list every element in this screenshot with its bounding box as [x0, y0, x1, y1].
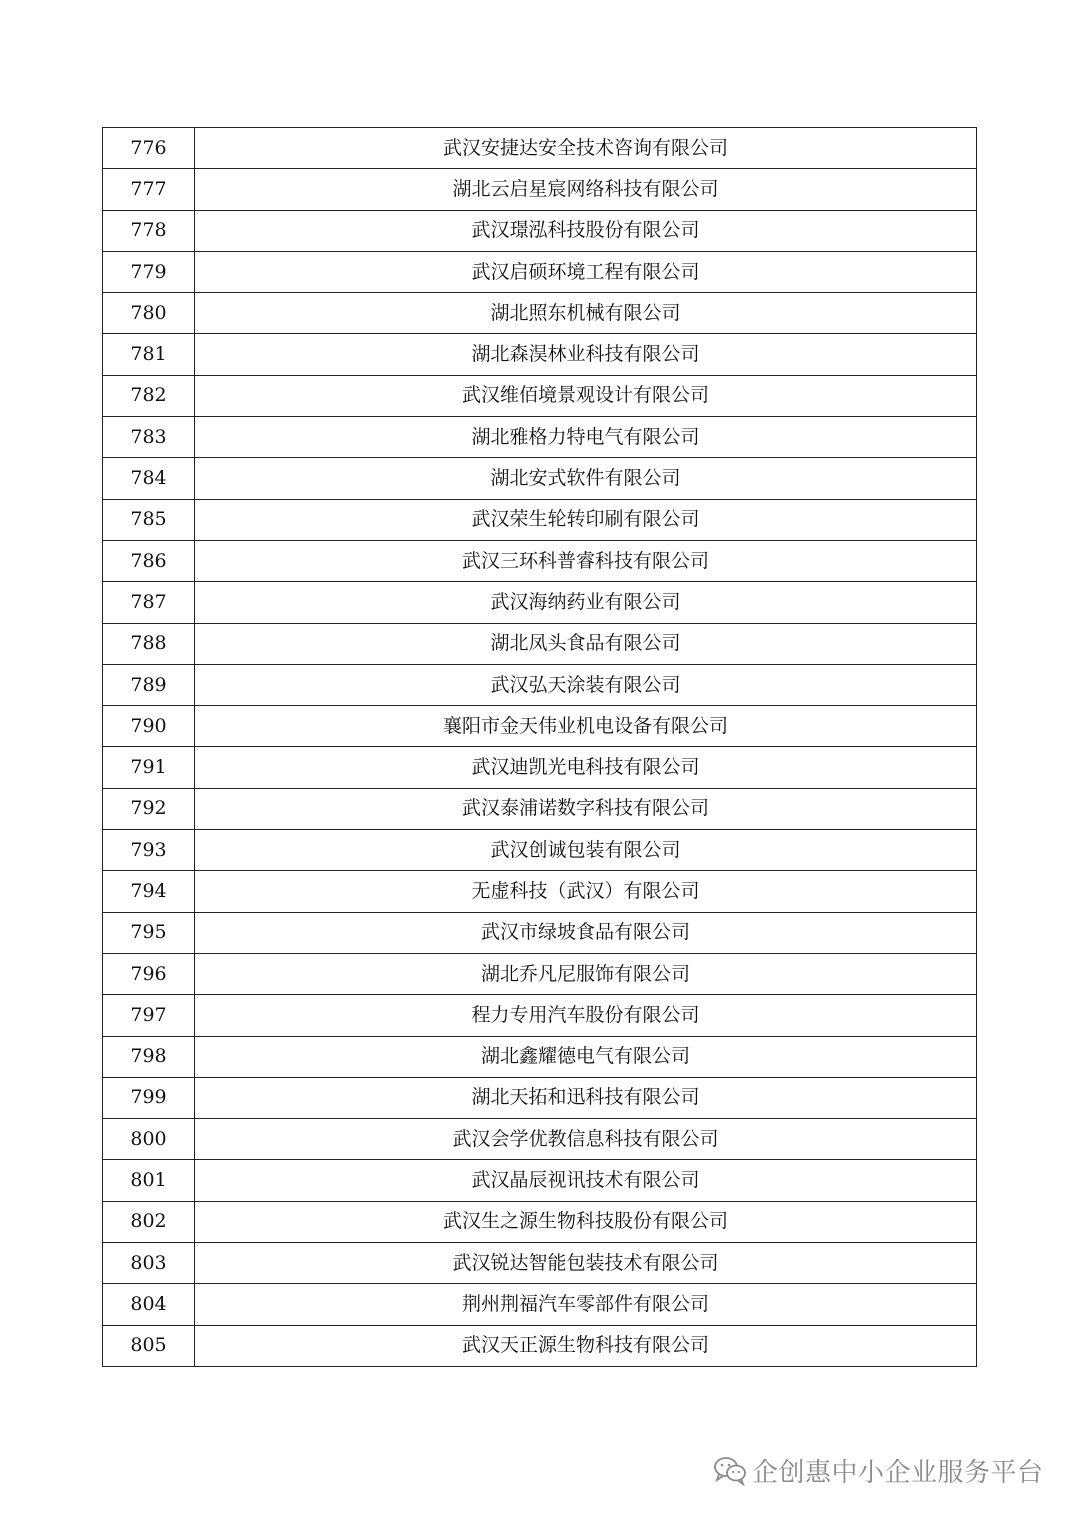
table-row	[103, 953, 977, 994]
table-row	[103, 1160, 977, 1201]
company-name: 武汉锐达智能包装技术有限公司	[195, 1243, 977, 1284]
row-number: 792	[103, 788, 195, 829]
company-name: 湖北照东机械有限公司	[195, 293, 977, 334]
watermark	[712, 1448, 1044, 1492]
table-row	[103, 706, 977, 747]
table-row	[103, 499, 977, 540]
wechat-icon	[712, 1454, 748, 1486]
table-row	[103, 293, 977, 334]
table-row	[103, 334, 977, 375]
row-number: 795	[103, 912, 195, 953]
watermark-text: 企创惠中小企业服务平台	[752, 1457, 1044, 1488]
company-name: 武汉安捷达安全技术咨询有限公司	[195, 128, 977, 169]
company-list-body	[103, 128, 977, 1367]
company-name: 武汉璟泓科技股份有限公司	[195, 210, 977, 251]
row-number: 800	[103, 1119, 195, 1160]
row-number: 794	[103, 871, 195, 912]
table-row	[103, 830, 977, 871]
table-row	[103, 210, 977, 251]
company-name: 湖北鑫耀德电气有限公司	[195, 1036, 977, 1077]
company-name: 武汉市绿坡食品有限公司	[195, 912, 977, 953]
row-number: 785	[103, 499, 195, 540]
company-name: 武汉弘天涂装有限公司	[195, 664, 977, 705]
table-row	[103, 995, 977, 1036]
company-name: 湖北雅格力特电气有限公司	[195, 417, 977, 458]
table-row	[103, 912, 977, 953]
company-name: 武汉启硕环境工程有限公司	[195, 251, 977, 292]
company-name: 无虚科技（武汉）有限公司	[195, 871, 977, 912]
table-row	[103, 747, 977, 788]
row-number: 780	[103, 293, 195, 334]
row-number: 789	[103, 664, 195, 705]
row-number: 796	[103, 953, 195, 994]
row-number: 778	[103, 210, 195, 251]
row-number: 802	[103, 1201, 195, 1242]
row-number: 803	[103, 1243, 195, 1284]
company-name: 襄阳市金天伟业机电设备有限公司	[195, 706, 977, 747]
company-name: 武汉泰浦诺数字科技有限公司	[195, 788, 977, 829]
company-name: 武汉创诚包装有限公司	[195, 830, 977, 871]
company-name: 荆州荆福汽车零部件有限公司	[195, 1284, 977, 1325]
table-row	[103, 1284, 977, 1325]
row-number: 784	[103, 458, 195, 499]
company-name: 武汉维佰境景观设计有限公司	[195, 375, 977, 416]
row-number: 790	[103, 706, 195, 747]
company-name: 武汉晶辰视讯技术有限公司	[195, 1160, 977, 1201]
table-row	[103, 623, 977, 664]
table-row	[103, 1325, 977, 1366]
company-name: 湖北乔凡尼服饰有限公司	[195, 953, 977, 994]
row-number: 799	[103, 1077, 195, 1118]
table-row	[103, 871, 977, 912]
table-row	[103, 664, 977, 705]
row-number: 781	[103, 334, 195, 375]
row-number: 786	[103, 540, 195, 581]
company-list-table	[102, 127, 977, 1367]
row-number: 791	[103, 747, 195, 788]
company-name: 武汉迪凯光电科技有限公司	[195, 747, 977, 788]
row-number: 782	[103, 375, 195, 416]
company-name: 湖北安式软件有限公司	[195, 458, 977, 499]
row-number: 776	[103, 128, 195, 169]
table-row	[103, 1036, 977, 1077]
table-row	[103, 458, 977, 499]
table-row	[103, 375, 977, 416]
table-row	[103, 128, 977, 169]
company-name: 程力专用汽车股份有限公司	[195, 995, 977, 1036]
company-name: 武汉三环科普睿科技有限公司	[195, 540, 977, 581]
row-number: 779	[103, 251, 195, 292]
company-name: 湖北天拓和迅科技有限公司	[195, 1077, 977, 1118]
table-row	[103, 1119, 977, 1160]
company-name: 湖北云启星宸网络科技有限公司	[195, 169, 977, 210]
row-number: 777	[103, 169, 195, 210]
company-name: 湖北凤头食品有限公司	[195, 623, 977, 664]
row-number: 787	[103, 582, 195, 623]
row-number: 805	[103, 1325, 195, 1366]
row-number: 797	[103, 995, 195, 1036]
table-row	[103, 169, 977, 210]
table-row	[103, 251, 977, 292]
company-name: 武汉荣生轮转印刷有限公司	[195, 499, 977, 540]
table-row	[103, 1243, 977, 1284]
row-number: 798	[103, 1036, 195, 1077]
company-name: 武汉生之源生物科技股份有限公司	[195, 1201, 977, 1242]
table-row	[103, 582, 977, 623]
row-number: 788	[103, 623, 195, 664]
company-name: 武汉天正源生物科技有限公司	[195, 1325, 977, 1366]
row-number: 804	[103, 1284, 195, 1325]
table-row	[103, 417, 977, 458]
company-name: 湖北森淏林业科技有限公司	[195, 334, 977, 375]
row-number: 801	[103, 1160, 195, 1201]
row-number: 793	[103, 830, 195, 871]
row-number: 783	[103, 417, 195, 458]
company-name: 武汉海纳药业有限公司	[195, 582, 977, 623]
table-row	[103, 788, 977, 829]
company-name: 武汉会学优教信息科技有限公司	[195, 1119, 977, 1160]
table-row	[103, 1201, 977, 1242]
table-row	[103, 1077, 977, 1118]
table-row	[103, 540, 977, 581]
